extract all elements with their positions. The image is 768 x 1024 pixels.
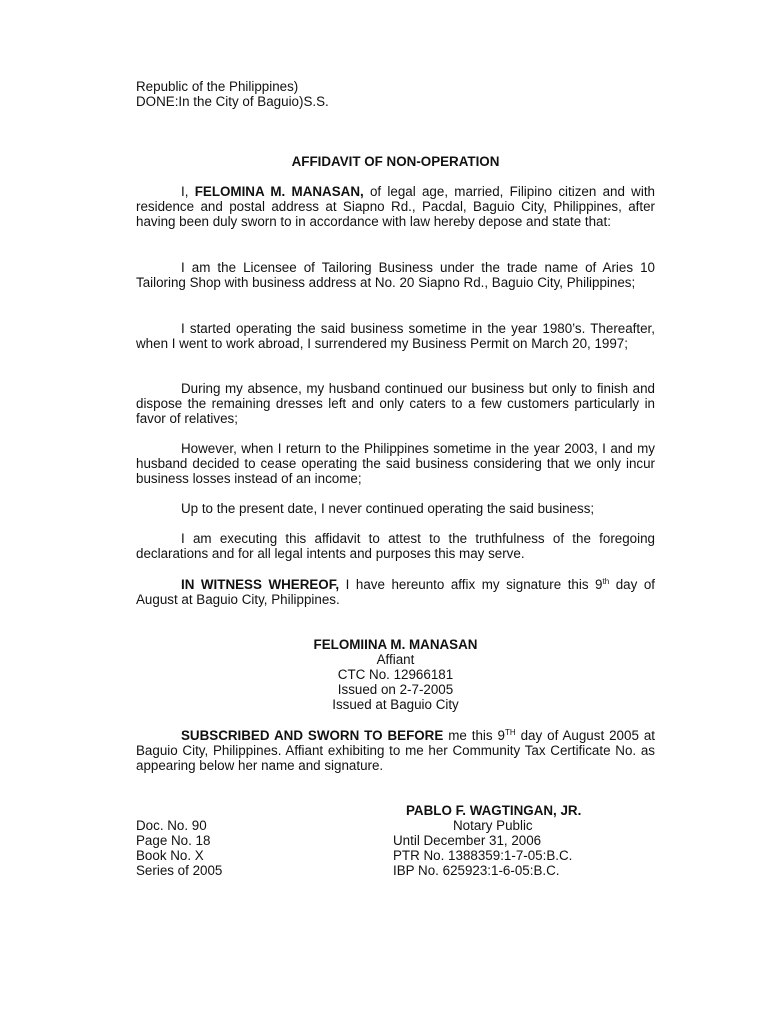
identity-text: of legal age, married, Filipino citizen and with residence and postal address at Siapno Rd., Pacdal, Baguio City, Philippines, after having been duly sworn to in accordance with law hereby depose and state that:: [136, 184, 655, 230]
notary-ibp: IBP No. 625923:1-6-05:B.C.: [393, 863, 560, 878]
identity-prefix: I,: [181, 184, 195, 199]
affidavit-page: [136, 0, 655, 1024]
header-republic: Republic of the Philippines): [136, 79, 299, 94]
affiant-issued-on: Issued on 2-7-2005: [337, 682, 454, 697]
record-page: Page No. 18: [136, 833, 211, 848]
header-venue: DONE:In the City of Baguio)S.S.: [136, 94, 329, 109]
record-block: [136, 818, 222, 878]
affiant-issued-at: Issued at Baguio City: [332, 697, 459, 712]
affiant-name: FELOMIINA M. MANASAN: [313, 637, 478, 652]
notary-until: Until December 31, 2006: [393, 833, 542, 848]
document-title: AFFIDAVIT OF NON-OPERATION: [291, 154, 500, 169]
record-doc: Doc. No. 90: [136, 818, 207, 833]
paragraph-executing: I am executing this affidavit to attest to the truthfulness of the foregoing declarations and for all legal intents and purposes this may serve.: [136, 531, 655, 562]
notary-title: Notary Public: [453, 818, 533, 833]
jurat-ordinal: TH: [504, 728, 516, 737]
affiant-name-inline: FELOMINA M. MANASAN,: [194, 184, 364, 199]
paragraph-absence: During my absence, my husband continued our business but only to finish and dispose the remaining dresses left and only caters to a few customers particularly in favor of relatives;: [136, 381, 655, 427]
paragraph-jurat: [136, 728, 655, 773]
paragraph-started: I started operating the said business sometime in the year 1980’s. Thereafter, when I went to work abroad, I surrendered my Business Permit on March 20, 1997;: [136, 321, 655, 352]
paragraph-licensee: I am the Licensee of Tailoring Business under the trade name of Aries 10 Tailoring Shop with business address at No. 20 Siapno Rd., Baguio City, Philippines;: [136, 260, 655, 291]
record-series: Series of 2005: [136, 863, 223, 878]
paragraph-present: Up to the present date, I never continued operating the said business;: [181, 501, 595, 516]
jurat-end: day of August 2005 at Baguio City, Philippines. Affiant exhibiting to me her Community Tax Certificate No. as appearing below her name and signature.: [136, 728, 655, 774]
notary-ptr: PTR No. 1388359:1-7-05:B.C.: [393, 848, 573, 863]
affiant-role: Affiant: [376, 652, 415, 667]
witness-end: day of August at Baguio City, Philippines.: [136, 577, 656, 608]
paragraph-cease: However, when I return to the Philippines sometime in the year 2003, I and my husband decided to cease operating the said business considering that we only incur business losses instead of an income;: [136, 441, 655, 487]
jurat-text: me this 9: [443, 728, 505, 743]
witness-heading: IN WITNESS WHEREOF,: [181, 577, 340, 592]
record-book: Book No. X: [136, 848, 204, 863]
witness-ordinal: th: [602, 577, 610, 586]
notary-details: [393, 833, 572, 878]
affiant-signature-block: [136, 637, 655, 712]
paragraph-witness: [136, 577, 655, 607]
witness-text: I have hereunto affix my signature this 9: [339, 577, 603, 592]
jurat-heading: SUBSCRIBED AND SWORN TO BEFORE: [181, 728, 444, 743]
paragraph-identity: [136, 184, 655, 229]
notary-name: PABLO F. WAGTINGAN, JR.: [406, 803, 582, 818]
affiant-ctc: CTC No. 12966181: [337, 667, 454, 682]
